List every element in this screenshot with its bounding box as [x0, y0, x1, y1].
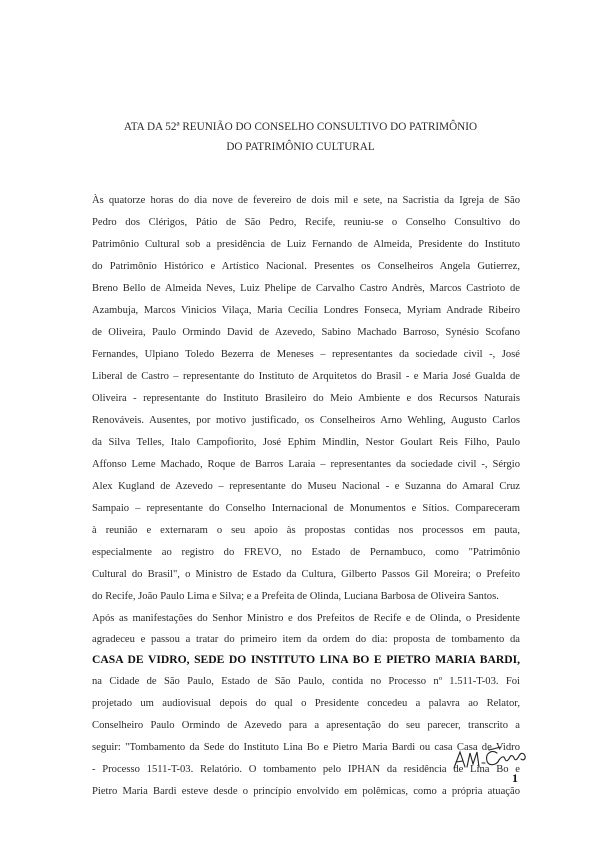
body-line: Pietro Maria Bardi esteve desde o princípio envolvido em polêmicas, como a própria atuação — [92, 786, 520, 797]
body-line: seguir: "Tombamento da Sede do Instituto Lina Bo e Pietro Maria Bardi ou casa Casa de Vidro — [92, 742, 520, 753]
body-line: - Processo 1511-T-03. Relatório. O tombamento pelo IPHAN da residência de Lina Bo e — [92, 764, 520, 775]
title-line-2: DO PATRIMÔNIO CULTURAL — [226, 141, 375, 153]
body-line: Alex Kugland de Azevedo – representante do Museu Nacional - e Suzanna do Amaral Cruz — [92, 481, 520, 492]
body-line: Pedro dos Clérigos, Pátio de São Pedro, Recife, reuniu-se o Conselho Consultivo do — [92, 217, 520, 228]
body-line: especialmente ao registro do FREVO, no Estado de Pernambuco, como "Patrimônio — [92, 547, 520, 558]
body-line: Após as manifestações do Senhor Ministro e dos Prefeitos de Recife e de Olinda, o Presidente — [92, 613, 520, 624]
document-title — [60, 117, 541, 157]
title-line-1: ATA DA 52ª REUNIÃO DO CONSELHO CONSULTIVO DO PATRIMÔNIO — [123, 121, 478, 133]
body-line: da Silva Telles, Italo Campofiorito, José Ephim Mindlin, Nestor Goulart Reis Filho, Paulo — [92, 437, 520, 448]
body-line: Affonso Leme Machado, Roque de Barros Laraia – representantes da sociedade civil -, Sérgio — [92, 459, 520, 470]
body-line: Renováveis. Ausentes, por motivo justificado, os Conselheiros Arno Wehling, Augusto Carlos — [92, 415, 520, 426]
handwritten-signature — [451, 740, 531, 772]
body-line: Breno Bello de Almeida Neves, Luiz Phelipe de Carvalho Castro Andrès, Marcos Castrioto de — [92, 283, 520, 294]
body-line: do Patrimônio Histórico e Artístico Nacional. Presentes os Conselheiros Angela Gutierrez, — [92, 261, 520, 272]
body-line: na Cidade de São Paulo, Estado de São Paulo, contida no Processo nº 1.511-T-03. Foi — [92, 676, 520, 687]
body-line: Oliveira - representante do Instituto Brasileiro do Meio Ambiente e dos Recursos Naturais — [92, 393, 520, 404]
body-line: Liberal de Castro – representante do Instituto de Arquitetos do Brasil - e Maria José Gualda de — [92, 371, 520, 382]
body-line: à reunião e externaram o seu apoio às propostas contidas nos processos em pauta, — [92, 525, 520, 536]
body-line: agradeceu e passou a tratar do primeiro item da ordem do dia: proposta de tombamento da — [92, 634, 520, 645]
body-line: Às quatorze horas do dia nove de fevereiro de dois mil e sete, na Sacristia da Igreja de São — [92, 195, 520, 206]
body-line: Sampaio – representante do Conselho Internacional de Monumentos e Sítios. Compareceram — [92, 503, 520, 514]
body-line-heading: CASA DE VIDRO, SEDE DO INSTITUTO LINA BO E PIETRO MARIA BARDI, — [92, 653, 520, 666]
body-line: Cultural do Brasil", o Ministro de Estado da Cultura, Gilberto Passos Gil Moreira; o Prefeito — [92, 569, 520, 580]
body-line: de Oliveira, Paulo Ormindo David de Azevedo, Sabino Machado Barroso, Synésio Scofano — [92, 327, 520, 338]
body-line: do Recife, João Paulo Lima e Silva; e a Prefeita de Olinda, Luciana Barbosa de Oliveira Santos. — [92, 591, 499, 602]
body-line: Conselheiro Paulo Ormindo de Azevedo para a apresentação do seu parecer, transcrito a — [92, 720, 520, 731]
body-line: projetado um audiovisual depois do qual o Presidente concedeu a palavra ao Relator, — [92, 698, 520, 709]
body-line: Patrimônio Cultural sob a presidência de Luiz Fernando de Almeida, Presidente do Instituto — [92, 239, 520, 250]
body-line: Azambuja, Marcos Vinicios Vilaça, Maria Cecília Londres Fonseca, Myriam Andrade Ribeiro — [92, 305, 520, 316]
page-number: 1 — [512, 771, 518, 785]
body-line: Fernandes, Ulpiano Toledo Bezerra de Meneses – representantes da sociedade civil -, José — [92, 349, 520, 360]
